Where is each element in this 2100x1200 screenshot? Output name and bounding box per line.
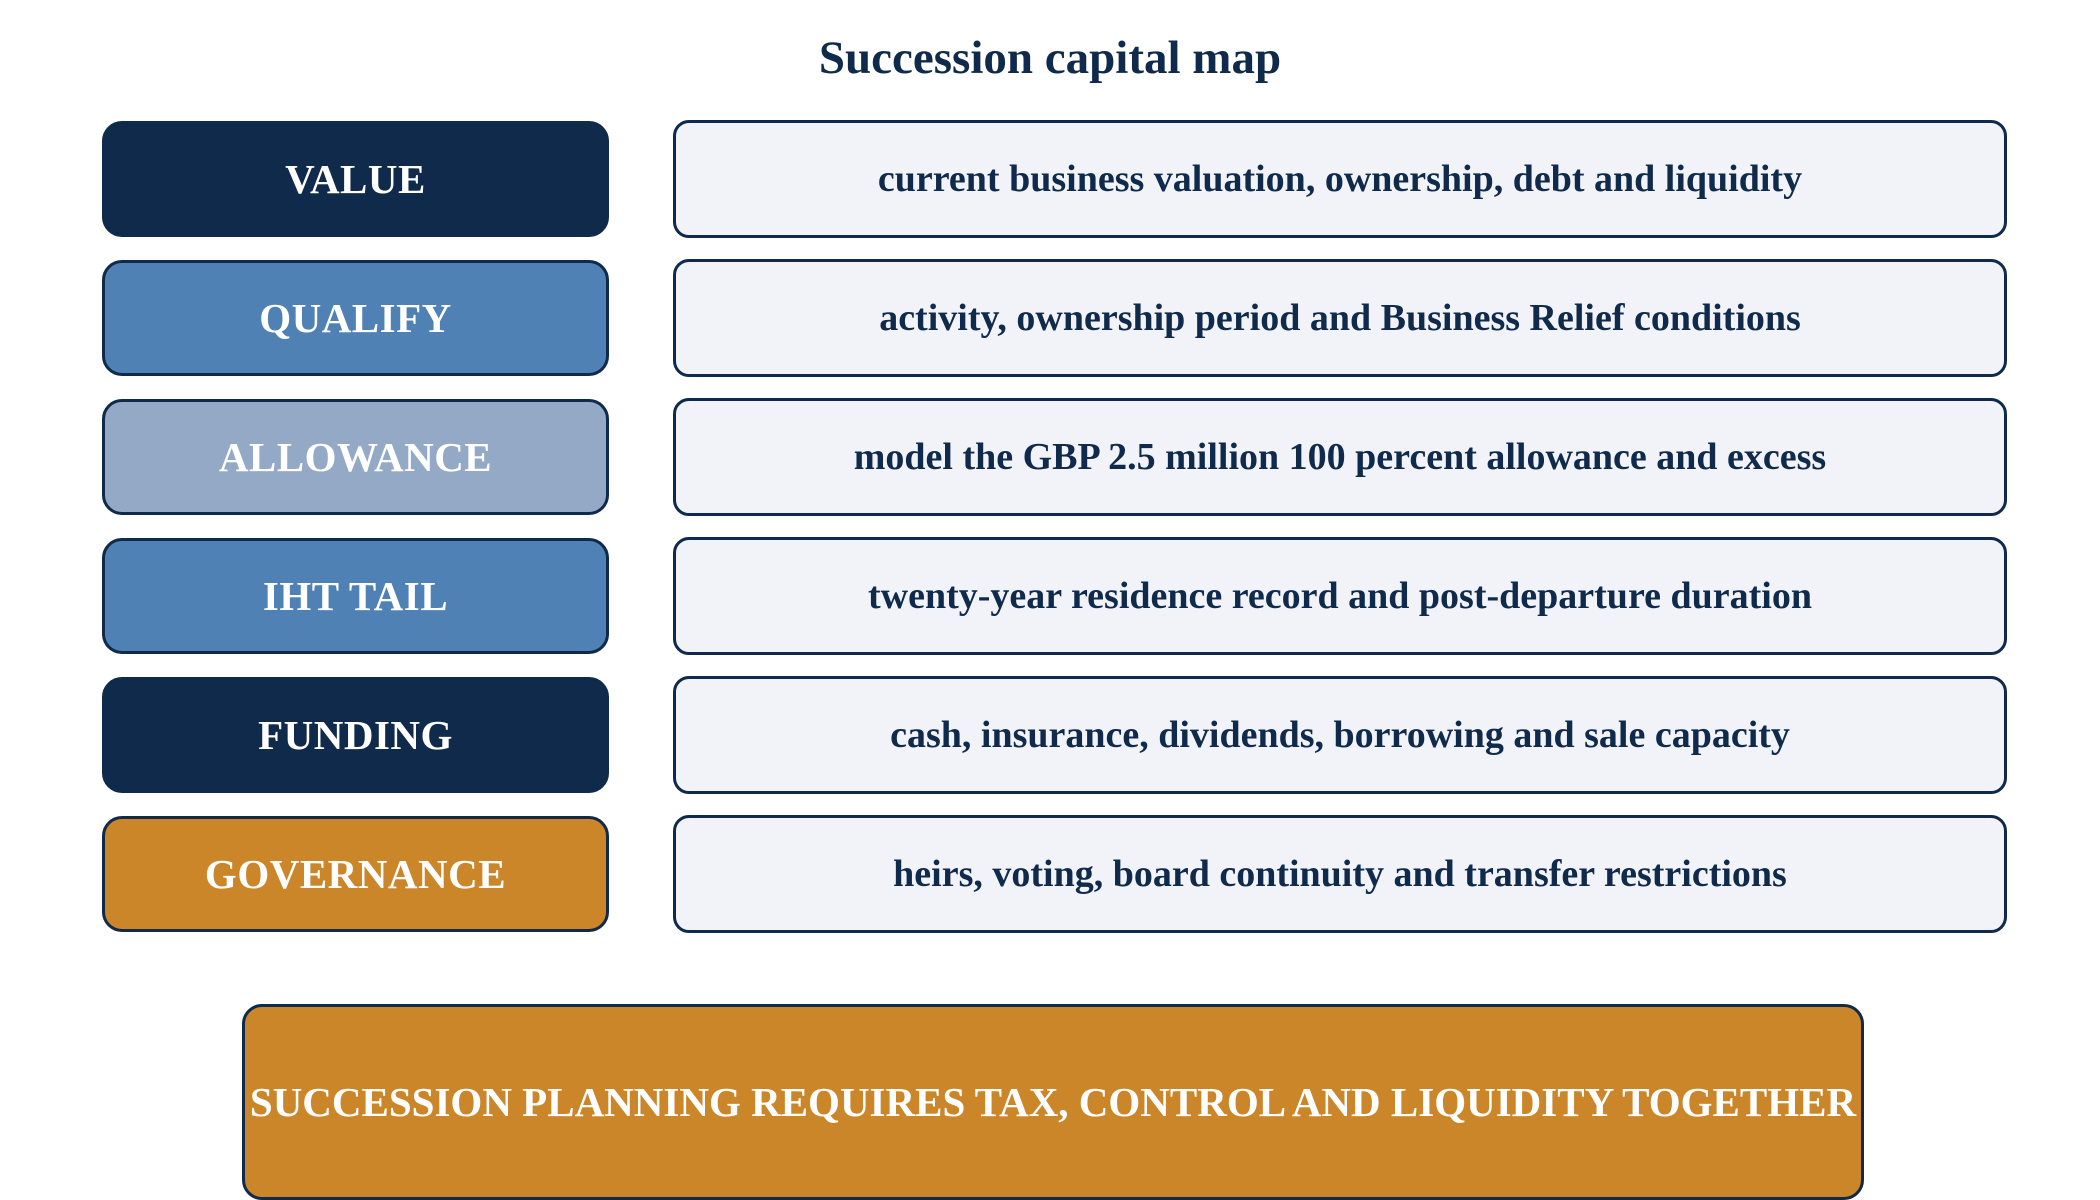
stage-label-text: QUALIFY — [259, 295, 452, 341]
stage-description-text: cash, insurance, dividends, borrowing and sale capacity — [890, 714, 1790, 756]
stage-label-iht-tail — [102, 538, 609, 654]
stage-label-funding — [102, 677, 609, 793]
stage-label-text: IHT TAIL — [262, 573, 449, 619]
stage-description-text: model the GBP 2.5 million 100 percent allowance and excess — [853, 436, 1827, 478]
stage-description-qualify — [673, 259, 2007, 377]
stage-label-text: GOVERNANCE — [204, 851, 507, 897]
stage-label-qualify — [102, 260, 609, 376]
stage-description-text: twenty-year residence record and post-departure duration — [868, 575, 1812, 617]
conclusion-banner — [242, 1004, 1864, 1200]
stage-label-value — [102, 121, 609, 237]
stage-description-governance — [673, 815, 2007, 933]
stage-description-iht-tail — [673, 537, 2007, 655]
stage-description-text: activity, ownership period and Business Relief conditions — [879, 297, 1801, 339]
stage-label-allowance — [102, 399, 609, 515]
conclusion-text: SUCCESSION PLANNING REQUIRES TAX, CONTROL AND LIQUIDITY TOGETHER — [249, 1079, 1857, 1125]
stage-description-text: heirs, voting, board continuity and transfer restrictions — [893, 853, 1787, 895]
stage-description-funding — [673, 676, 2007, 794]
stage-label-governance — [102, 816, 609, 932]
stage-description-text: current business valuation, ownership, debt and liquidity — [877, 158, 1803, 200]
stage-label-text: ALLOWANCE — [218, 434, 493, 480]
stage-label-text: VALUE — [285, 156, 426, 202]
stage-description-value — [673, 120, 2007, 238]
stage-label-text: FUNDING — [258, 712, 453, 758]
stage-description-allowance — [673, 398, 2007, 516]
diagram-title: Succession capital map — [818, 32, 1282, 84]
